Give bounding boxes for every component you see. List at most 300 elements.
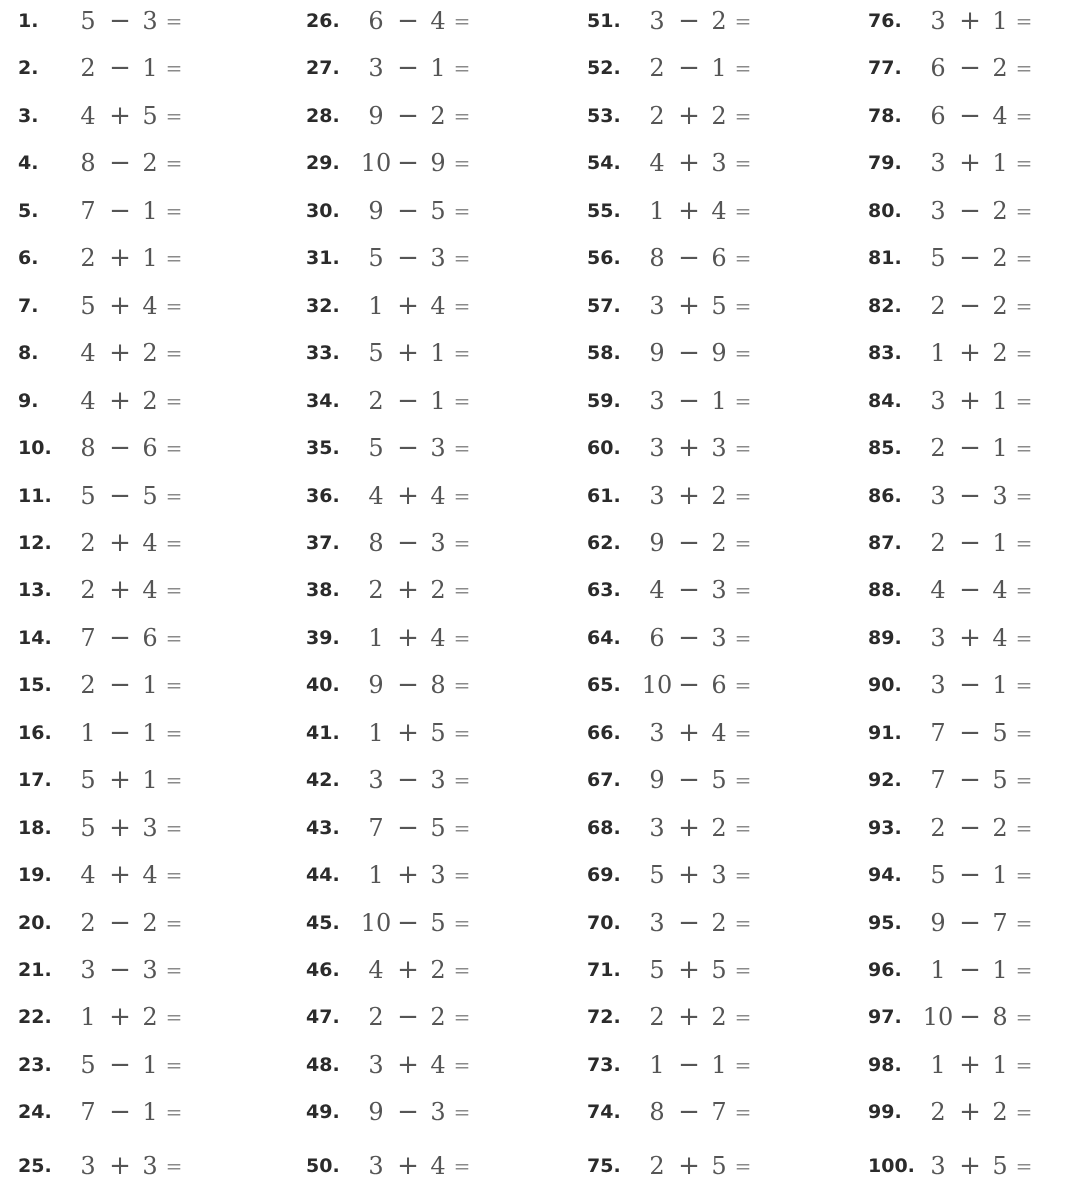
problem-number: 96.: [868, 959, 902, 981]
second-operand: 4: [430, 1050, 446, 1079]
second-operand: 5: [142, 101, 158, 130]
equals-sign: =: [165, 246, 183, 271]
problem-number: 23.: [18, 1053, 52, 1076]
second-operand: 2: [992, 196, 1008, 225]
problem-number: 7.: [18, 294, 39, 317]
second-operand: 2: [711, 481, 727, 510]
equals-sign: =: [734, 815, 752, 840]
equals-sign: =: [1015, 625, 1033, 650]
problem-number: 4.: [18, 152, 39, 175]
operator: +: [678, 195, 700, 226]
problem-number: 68.: [587, 816, 621, 839]
equals-sign: =: [453, 483, 471, 508]
operator: −: [397, 765, 419, 796]
operator: −: [959, 907, 981, 938]
equals-sign: =: [1015, 1005, 1033, 1030]
problem-number: 50.: [306, 1154, 340, 1177]
problem-number: 46.: [306, 959, 340, 981]
equals-sign: =: [1015, 815, 1033, 840]
equals-sign: =: [453, 910, 471, 935]
operator: +: [678, 1002, 700, 1033]
problem-number: 58.: [587, 342, 621, 365]
first-operand: 4: [649, 576, 665, 605]
equals-sign: =: [453, 436, 471, 461]
operator: +: [397, 338, 419, 369]
operator: −: [397, 243, 419, 274]
problem-number: 1.: [18, 10, 39, 32]
first-operand: 2: [930, 813, 946, 842]
second-operand: 5: [711, 291, 727, 320]
problem-number: 59.: [587, 389, 621, 412]
first-operand: 4: [368, 956, 384, 984]
problem-number: 42.: [306, 769, 340, 792]
first-operand: 3: [649, 908, 665, 937]
first-operand: 1: [649, 196, 665, 225]
equals-sign: =: [165, 436, 183, 461]
problem-number: 8.: [18, 342, 39, 365]
first-operand: 3: [368, 54, 384, 83]
operator: −: [678, 1097, 700, 1128]
problem-number: 87.: [868, 531, 902, 554]
second-operand: 4: [711, 718, 727, 747]
second-operand: 5: [430, 908, 446, 937]
problem-number: 6.: [18, 247, 39, 270]
operator: +: [109, 338, 131, 369]
equals-sign: =: [734, 436, 752, 461]
second-operand: 2: [142, 339, 158, 368]
equals-sign: =: [1015, 578, 1033, 603]
first-operand: 1: [649, 1050, 665, 1079]
problem-number: 15.: [18, 674, 52, 697]
first-operand: 3: [649, 434, 665, 463]
second-operand: 2: [711, 813, 727, 842]
equals-sign: =: [1015, 388, 1033, 413]
problem-number: 21.: [18, 959, 52, 981]
first-operand: 3: [930, 149, 946, 178]
first-operand: 2: [368, 576, 384, 605]
operator: −: [678, 622, 700, 653]
second-operand: 3: [711, 623, 727, 652]
operator: −: [109, 907, 131, 938]
equals-sign: =: [165, 483, 183, 508]
equals-sign: =: [1015, 673, 1033, 698]
operator: −: [397, 6, 419, 36]
operator: −: [109, 622, 131, 653]
first-operand: 7: [930, 718, 946, 747]
equals-sign: =: [734, 530, 752, 555]
problem-number: 38.: [306, 579, 340, 602]
operator: +: [109, 765, 131, 796]
equals-sign: =: [734, 103, 752, 128]
problem-number: 74.: [587, 1101, 621, 1124]
operator: −: [397, 907, 419, 938]
equals-sign: =: [165, 768, 183, 793]
first-operand: 2: [649, 1151, 665, 1180]
first-operand: 2: [930, 434, 946, 463]
second-operand: 4: [142, 528, 158, 557]
second-operand: 2: [992, 813, 1008, 842]
operator: −: [109, 433, 131, 464]
second-operand: 5: [992, 718, 1008, 747]
second-operand: 1: [992, 861, 1008, 890]
second-operand: 1: [142, 1098, 158, 1127]
equals-sign: =: [1015, 103, 1033, 128]
operator: +: [109, 385, 131, 416]
operator: −: [109, 148, 131, 179]
operator: −: [678, 243, 700, 274]
equals-sign: =: [734, 625, 752, 650]
problem-number: 37.: [306, 531, 340, 554]
equals-sign: =: [1015, 530, 1033, 555]
first-operand: 1: [930, 956, 946, 984]
operator: −: [678, 527, 700, 558]
operator: +: [678, 100, 700, 131]
problem-number: 31.: [306, 247, 340, 270]
equals-sign: =: [1015, 246, 1033, 271]
problem-number: 41.: [306, 721, 340, 744]
equals-sign: =: [734, 388, 752, 413]
problem-number: 43.: [306, 816, 340, 839]
second-operand: 2: [711, 101, 727, 130]
first-operand: 5: [80, 481, 96, 510]
second-operand: 4: [142, 576, 158, 605]
first-operand: 5: [80, 7, 96, 35]
problem-number: 44.: [306, 864, 340, 887]
problem-number: 80.: [868, 199, 902, 222]
equals-sign: =: [453, 673, 471, 698]
second-operand: 4: [142, 291, 158, 320]
operator: −: [959, 860, 981, 891]
equals-sign: =: [165, 198, 183, 223]
equals-sign: =: [1015, 863, 1033, 888]
second-operand: 4: [430, 7, 446, 35]
operator: −: [959, 955, 981, 985]
first-operand: 3: [930, 481, 946, 510]
first-operand: 1: [368, 291, 384, 320]
second-operand: 1: [142, 766, 158, 795]
second-operand: 2: [711, 528, 727, 557]
operator: +: [109, 575, 131, 606]
equals-sign: =: [165, 910, 183, 935]
problem-number: 55.: [587, 199, 621, 222]
second-operand: 2: [142, 386, 158, 415]
equals-sign: =: [165, 341, 183, 366]
second-operand: 4: [992, 101, 1008, 130]
first-operand: 3: [930, 196, 946, 225]
second-operand: 3: [711, 576, 727, 605]
operator: −: [678, 6, 700, 36]
problem-number: 19.: [18, 864, 52, 887]
problem-number: 60.: [587, 437, 621, 460]
problem-number: 17.: [18, 769, 52, 792]
first-operand: 3: [368, 1050, 384, 1079]
first-operand: 2: [930, 528, 946, 557]
equals-sign: =: [1015, 198, 1033, 223]
problem-number: 13.: [18, 579, 52, 602]
equals-sign: =: [734, 293, 752, 318]
operator: −: [959, 717, 981, 748]
equals-sign: =: [453, 246, 471, 271]
problem-number: 62.: [587, 531, 621, 554]
second-operand: 2: [992, 1098, 1008, 1127]
equals-sign: =: [734, 198, 752, 223]
operator: −: [959, 765, 981, 796]
second-operand: 1: [711, 386, 727, 415]
equals-sign: =: [734, 578, 752, 603]
operator: +: [678, 433, 700, 464]
equals-sign: =: [453, 198, 471, 223]
second-operand: 3: [142, 1151, 158, 1180]
problem-number: 12.: [18, 531, 52, 554]
equals-sign: =: [1015, 483, 1033, 508]
second-operand: 3: [711, 149, 727, 178]
problem-number: 10.: [18, 437, 52, 460]
operator: −: [109, 195, 131, 226]
operator: +: [678, 290, 700, 321]
operator: +: [397, 860, 419, 891]
operator: +: [397, 1150, 419, 1181]
problem-number: 40.: [306, 674, 340, 697]
second-operand: 6: [142, 434, 158, 463]
problem-number: 82.: [868, 294, 902, 317]
second-operand: 2: [142, 1003, 158, 1032]
second-operand: 3: [430, 766, 446, 795]
second-operand: 9: [430, 149, 446, 178]
second-operand: 2: [711, 908, 727, 937]
problem-number: 70.: [587, 911, 621, 934]
first-operand: 7: [80, 196, 96, 225]
problem-number: 34.: [306, 389, 340, 412]
second-operand: 5: [711, 766, 727, 795]
second-operand: 2: [992, 339, 1008, 368]
equals-sign: =: [453, 815, 471, 840]
second-operand: 1: [992, 1050, 1008, 1079]
first-operand: 3: [80, 1151, 96, 1180]
equals-sign: =: [734, 768, 752, 793]
problem-number: 98.: [868, 1053, 902, 1076]
operator: +: [678, 717, 700, 748]
first-operand: 3: [649, 813, 665, 842]
operator: +: [678, 1150, 700, 1181]
first-operand: 5: [368, 339, 384, 368]
equals-sign: =: [453, 151, 471, 176]
operator: −: [397, 385, 419, 416]
problem-number: 52.: [587, 57, 621, 80]
equals-sign: =: [165, 958, 183, 982]
equals-sign: =: [165, 1052, 183, 1077]
first-operand: 5: [368, 434, 384, 463]
operator: −: [109, 53, 131, 84]
operator: +: [109, 1002, 131, 1033]
second-operand: 2: [430, 956, 446, 984]
operator: −: [397, 148, 419, 179]
second-operand: 4: [430, 1151, 446, 1180]
problem-number: 5.: [18, 199, 39, 222]
equals-sign: =: [165, 863, 183, 888]
first-operand: 3: [649, 481, 665, 510]
equals-sign: =: [453, 1153, 471, 1178]
first-operand: 2: [368, 386, 384, 415]
first-operand: 5: [649, 956, 665, 984]
problem-number: 91.: [868, 721, 902, 744]
operator: −: [678, 907, 700, 938]
first-operand: 3: [930, 623, 946, 652]
operator: −: [397, 195, 419, 226]
first-operand: 3: [930, 7, 946, 35]
first-operand: 6: [930, 54, 946, 83]
equals-sign: =: [453, 341, 471, 366]
problem-number: 45.: [306, 911, 340, 934]
problem-number: 100.: [868, 1154, 915, 1177]
equals-sign: =: [165, 9, 183, 33]
operator: −: [959, 480, 981, 511]
operator: −: [109, 1049, 131, 1080]
problem-number: 33.: [306, 342, 340, 365]
second-operand: 4: [711, 196, 727, 225]
first-operand: 10: [360, 908, 392, 937]
first-operand: 1: [368, 623, 384, 652]
first-operand: 9: [649, 528, 665, 557]
first-operand: 5: [80, 1050, 96, 1079]
operator: −: [959, 670, 981, 701]
problem-number: 53.: [587, 104, 621, 127]
equals-sign: =: [734, 673, 752, 698]
first-operand: 2: [930, 291, 946, 320]
problem-number: 88.: [868, 579, 902, 602]
problem-number: 69.: [587, 864, 621, 887]
second-operand: 2: [142, 908, 158, 937]
operator: +: [397, 290, 419, 321]
operator: +: [109, 100, 131, 131]
first-operand: 2: [649, 1003, 665, 1032]
equals-sign: =: [734, 958, 752, 982]
second-operand: 3: [430, 861, 446, 890]
operator: −: [109, 717, 131, 748]
problem-number: 94.: [868, 864, 902, 887]
first-operand: 5: [930, 861, 946, 890]
first-operand: 1: [80, 1003, 96, 1032]
problem-number: 67.: [587, 769, 621, 792]
first-operand: 2: [80, 54, 96, 83]
second-operand: 1: [430, 386, 446, 415]
first-operand: 1: [80, 718, 96, 747]
operator: +: [397, 1049, 419, 1080]
problem-number: 3.: [18, 104, 39, 127]
first-operand: 9: [930, 908, 946, 937]
operator: −: [959, 527, 981, 558]
second-operand: 6: [711, 244, 727, 273]
first-operand: 3: [649, 291, 665, 320]
problem-number: 14.: [18, 626, 52, 649]
second-operand: 2: [430, 576, 446, 605]
problem-number: 56.: [587, 247, 621, 270]
second-operand: 2: [992, 291, 1008, 320]
second-operand: 6: [711, 671, 727, 700]
operator: −: [109, 1097, 131, 1128]
problem-number: 90.: [868, 674, 902, 697]
first-operand: 4: [80, 386, 96, 415]
problem-number: 18.: [18, 816, 52, 839]
problem-number: 32.: [306, 294, 340, 317]
problem-number: 28.: [306, 104, 340, 127]
operator: +: [678, 955, 700, 985]
equals-sign: =: [1015, 768, 1033, 793]
second-operand: 1: [992, 434, 1008, 463]
first-operand: 4: [930, 576, 946, 605]
equals-sign: =: [734, 1052, 752, 1077]
equals-sign: =: [453, 1005, 471, 1030]
second-operand: 8: [430, 671, 446, 700]
problem-number: 11.: [18, 484, 52, 507]
first-operand: 7: [930, 766, 946, 795]
operator: +: [959, 1150, 981, 1181]
second-operand: 3: [142, 7, 158, 35]
problem-number: 64.: [587, 626, 621, 649]
second-operand: 1: [430, 339, 446, 368]
operator: −: [678, 670, 700, 701]
problem-number: 83.: [868, 342, 902, 365]
operator: −: [109, 480, 131, 511]
equals-sign: =: [1015, 436, 1033, 461]
first-operand: 4: [80, 861, 96, 890]
problem-number: 54.: [587, 152, 621, 175]
first-operand: 8: [649, 1098, 665, 1127]
first-operand: 1: [930, 1050, 946, 1079]
equals-sign: =: [734, 341, 752, 366]
problem-number: 72.: [587, 1006, 621, 1029]
first-operand: 1: [368, 718, 384, 747]
operator: −: [678, 338, 700, 369]
first-operand: 8: [80, 434, 96, 463]
problem-number: 22.: [18, 1006, 52, 1029]
equals-sign: =: [1015, 720, 1033, 745]
equals-sign: =: [453, 56, 471, 81]
second-operand: 3: [430, 434, 446, 463]
second-operand: 2: [430, 101, 446, 130]
operator: −: [109, 6, 131, 36]
equals-sign: =: [734, 1005, 752, 1030]
operator: −: [397, 1002, 419, 1033]
first-operand: 3: [368, 766, 384, 795]
operator: −: [397, 433, 419, 464]
operator: −: [959, 100, 981, 131]
problem-number: 51.: [587, 10, 621, 32]
first-operand: 1: [930, 339, 946, 368]
first-operand: 6: [930, 101, 946, 130]
first-operand: 3: [80, 956, 96, 984]
second-operand: 5: [430, 813, 446, 842]
operator: −: [678, 53, 700, 84]
second-operand: 5: [711, 956, 727, 984]
problem-number: 25.: [18, 1154, 52, 1177]
second-operand: 3: [711, 434, 727, 463]
first-operand: 8: [649, 244, 665, 273]
first-operand: 9: [368, 671, 384, 700]
problem-number: 63.: [587, 579, 621, 602]
problem-number: 84.: [868, 389, 902, 412]
equals-sign: =: [1015, 9, 1033, 33]
second-operand: 3: [430, 528, 446, 557]
operator: −: [397, 527, 419, 558]
second-operand: 2: [142, 149, 158, 178]
operator: −: [397, 1097, 419, 1128]
operator: −: [109, 955, 131, 985]
problem-number: 73.: [587, 1053, 621, 1076]
equals-sign: =: [734, 1153, 752, 1178]
operator: +: [397, 955, 419, 985]
operator: −: [959, 53, 981, 84]
first-operand: 5: [368, 244, 384, 273]
